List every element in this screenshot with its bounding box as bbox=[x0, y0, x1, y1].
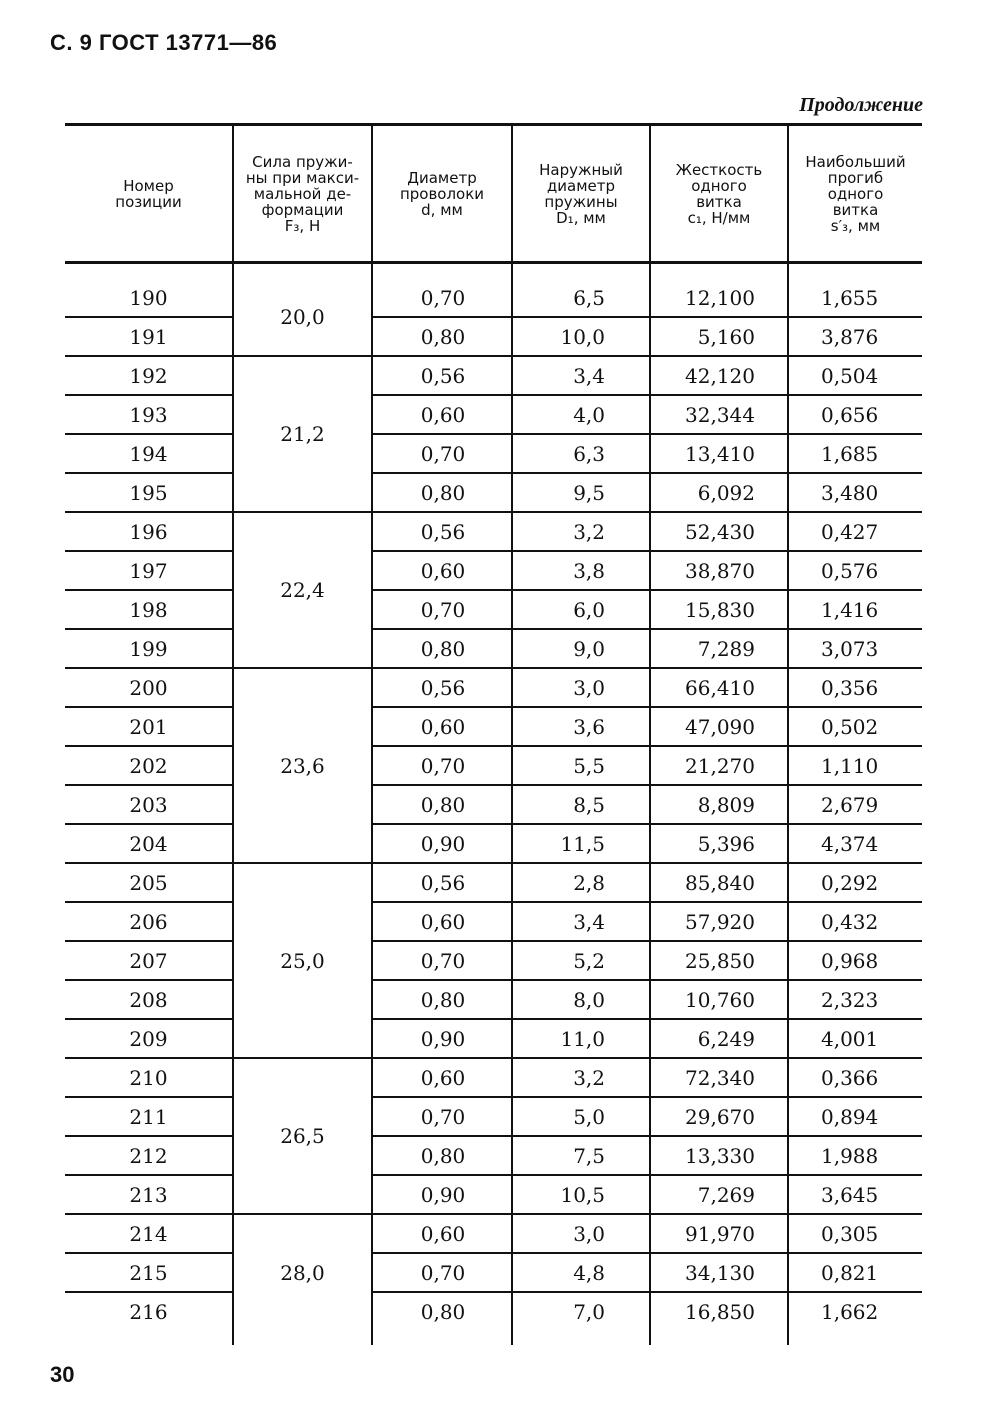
table-row bbox=[65, 1136, 922, 1175]
stiffness-cell: 13,330 bbox=[685, 1143, 755, 1168]
force-group-cell: 23,6 bbox=[280, 753, 325, 778]
deflection-cell: 0,305 bbox=[821, 1221, 879, 1246]
column-divider bbox=[232, 264, 234, 1345]
outer-diameter-cell: 3,6 bbox=[573, 714, 605, 739]
stiffness-cell: 5,160 bbox=[697, 324, 755, 349]
deflection-cell: 2,679 bbox=[821, 792, 879, 817]
wire-diameter-cell: 0,70 bbox=[420, 1260, 466, 1285]
table-row bbox=[65, 395, 922, 434]
deflection-cell: 0,656 bbox=[821, 402, 879, 427]
position-number-cell: 215 bbox=[129, 1260, 168, 1285]
page-header: С. 9 ГОСТ 13771—86 bbox=[50, 30, 278, 55]
wire-diameter-cell: 0,70 bbox=[420, 1104, 466, 1129]
stiffness-cell: 25,850 bbox=[685, 948, 755, 973]
table-header bbox=[65, 126, 922, 261]
wire-diameter-cell: 0,90 bbox=[420, 1182, 466, 1207]
stiffness-cell: 7,269 bbox=[697, 1182, 755, 1207]
table-row bbox=[65, 668, 922, 707]
deflection-cell: 4,374 bbox=[821, 831, 879, 856]
wire-diameter-cell: 0,80 bbox=[420, 636, 466, 661]
header-divider bbox=[371, 126, 373, 261]
outer-diameter-cell: 3,4 bbox=[573, 363, 605, 388]
deflection-cell: 3,480 bbox=[821, 480, 879, 505]
outer-diameter-cell: 7,5 bbox=[573, 1143, 605, 1168]
wire-diameter-cell: 0,60 bbox=[420, 558, 466, 583]
outer-diameter-cell: 8,5 bbox=[573, 792, 605, 817]
table-row bbox=[65, 1058, 922, 1097]
table-row bbox=[65, 980, 922, 1019]
wire-diameter-cell: 0,70 bbox=[420, 597, 466, 622]
deflection-cell: 0,504 bbox=[821, 363, 879, 388]
deflection-cell: 1,655 bbox=[821, 285, 879, 310]
stiffness-cell: 85,840 bbox=[685, 870, 755, 895]
position-number-cell: 207 bbox=[129, 948, 168, 973]
stiffness-cell: 72,340 bbox=[685, 1065, 755, 1090]
position-number-cell: 209 bbox=[129, 1026, 168, 1051]
wire-diameter-cell: 0,70 bbox=[420, 753, 466, 778]
force-group-cell: 20,0 bbox=[280, 305, 325, 329]
outer-diameter-cell: 3,2 bbox=[573, 519, 605, 544]
position-number-cell: 202 bbox=[129, 753, 168, 778]
table-row bbox=[65, 1097, 922, 1136]
deflection-cell: 0,292 bbox=[821, 870, 879, 895]
stiffness-cell: 21,270 bbox=[685, 753, 755, 778]
wire-diameter-cell: 0,70 bbox=[420, 441, 466, 466]
column-divider bbox=[649, 264, 651, 1345]
column-divider bbox=[371, 264, 373, 1345]
position-number-cell: 212 bbox=[129, 1143, 168, 1168]
position-number-cell: 192 bbox=[129, 363, 168, 388]
table-body bbox=[65, 264, 922, 1345]
outer-diameter-cell: 4,8 bbox=[573, 1260, 605, 1285]
wire-diameter-cell: 0,56 bbox=[420, 675, 466, 700]
table-row bbox=[65, 863, 922, 902]
wire-diameter-cell: 0,80 bbox=[420, 1299, 466, 1324]
header-divider bbox=[232, 126, 234, 261]
stiffness-cell: 15,830 bbox=[685, 597, 755, 622]
wire-diameter-cell: 0,80 bbox=[420, 792, 466, 817]
stiffness-cell: 6,249 bbox=[697, 1026, 755, 1051]
wire-diameter-cell: 0,90 bbox=[420, 1026, 466, 1051]
outer-diameter-cell: 9,5 bbox=[573, 480, 605, 505]
stiffness-cell: 13,410 bbox=[685, 441, 755, 466]
wire-diameter-cell: 0,90 bbox=[420, 831, 466, 856]
deflection-cell: 1,416 bbox=[821, 597, 879, 622]
position-number-cell: 197 bbox=[129, 558, 168, 583]
position-number-cell: 204 bbox=[129, 831, 168, 856]
deflection-cell: 1,662 bbox=[821, 1299, 879, 1324]
outer-diameter-cell: 2,8 bbox=[573, 870, 605, 895]
deflection-cell: 0,432 bbox=[821, 909, 879, 934]
position-number-cell: 196 bbox=[129, 519, 168, 544]
header-divider bbox=[787, 126, 789, 261]
outer-diameter-cell: 11,5 bbox=[560, 831, 605, 856]
deflection-cell: 4,001 bbox=[821, 1026, 879, 1051]
stiffness-cell: 5,396 bbox=[697, 831, 755, 856]
wire-diameter-cell: 0,60 bbox=[420, 909, 466, 934]
stiffness-cell: 32,344 bbox=[685, 402, 755, 427]
wire-diameter-cell: 0,60 bbox=[420, 714, 466, 739]
table-row bbox=[65, 434, 922, 473]
column-header-stiffness: Жесткость одного витка c₁, Н/мм bbox=[675, 160, 763, 227]
position-number-cell: 208 bbox=[129, 987, 168, 1012]
position-number-cell: 214 bbox=[129, 1221, 168, 1246]
outer-diameter-cell: 3,4 bbox=[573, 909, 605, 934]
column-header-outer-diameter: Наружный диаметр пружины D₁, мм bbox=[539, 160, 623, 227]
deflection-cell: 3,073 bbox=[821, 636, 879, 661]
table-row bbox=[65, 473, 922, 512]
deflection-cell: 0,366 bbox=[821, 1065, 879, 1090]
outer-diameter-cell: 5,0 bbox=[573, 1104, 605, 1129]
wire-diameter-cell: 0,56 bbox=[420, 363, 466, 388]
position-number-cell: 216 bbox=[129, 1299, 168, 1324]
table-row bbox=[65, 1019, 922, 1058]
spring-data-table bbox=[65, 123, 922, 1345]
deflection-cell: 0,502 bbox=[821, 714, 879, 739]
page-number: 30 bbox=[50, 1362, 75, 1387]
force-group-cell: 26,5 bbox=[280, 1124, 325, 1148]
deflection-cell: 3,876 bbox=[821, 324, 879, 349]
stiffness-cell: 52,430 bbox=[685, 519, 755, 544]
column-header-wire-diameter: Диаметр проволоки d, мм bbox=[399, 168, 485, 219]
position-number-cell: 210 bbox=[129, 1065, 168, 1090]
table-row bbox=[65, 707, 922, 746]
stiffness-cell: 8,809 bbox=[697, 792, 755, 817]
position-number-cell: 194 bbox=[129, 441, 168, 466]
outer-diameter-cell: 7,0 bbox=[573, 1299, 605, 1324]
stiffness-cell: 66,410 bbox=[685, 675, 755, 700]
force-group-cell: 25,0 bbox=[280, 948, 325, 973]
outer-diameter-cell: 3,0 bbox=[573, 675, 605, 700]
wire-diameter-cell: 0,60 bbox=[420, 402, 466, 427]
column-divider bbox=[787, 264, 789, 1345]
deflection-cell: 0,356 bbox=[821, 675, 879, 700]
position-number-cell: 200 bbox=[129, 675, 168, 700]
force-group-cell: 21,2 bbox=[280, 422, 325, 446]
deflection-cell: 1,988 bbox=[821, 1143, 879, 1168]
position-number-cell: 198 bbox=[129, 597, 168, 622]
outer-diameter-cell: 9,0 bbox=[573, 636, 605, 661]
wire-diameter-cell: 0,80 bbox=[420, 324, 466, 349]
stiffness-cell: 91,970 bbox=[685, 1221, 755, 1246]
outer-diameter-cell: 6,0 bbox=[573, 597, 605, 622]
outer-diameter-cell: 3,2 bbox=[573, 1065, 605, 1090]
table-row bbox=[65, 902, 922, 941]
table-row bbox=[65, 356, 922, 395]
table-row bbox=[65, 629, 922, 668]
wire-diameter-cell: 0,80 bbox=[420, 480, 466, 505]
deflection-cell: 0,576 bbox=[821, 558, 879, 583]
wire-diameter-cell: 0,56 bbox=[420, 519, 466, 544]
header-divider bbox=[649, 126, 651, 261]
table-row bbox=[65, 824, 922, 863]
stiffness-cell: 47,090 bbox=[685, 714, 755, 739]
force-group-cell: 28,0 bbox=[280, 1260, 325, 1285]
stiffness-cell: 6,092 bbox=[697, 480, 755, 505]
outer-diameter-cell: 10,5 bbox=[560, 1182, 605, 1207]
outer-diameter-cell: 10,0 bbox=[560, 324, 605, 349]
stiffness-cell: 29,670 bbox=[685, 1104, 755, 1129]
deflection-cell: 2,323 bbox=[821, 987, 879, 1012]
position-number-cell: 193 bbox=[129, 402, 168, 427]
position-number-cell: 191 bbox=[129, 324, 168, 349]
outer-diameter-cell: 4,0 bbox=[573, 402, 605, 427]
deflection-cell: 0,968 bbox=[821, 948, 879, 973]
table-row bbox=[65, 746, 922, 785]
outer-diameter-cell: 5,2 bbox=[573, 948, 605, 973]
outer-diameter-cell: 5,5 bbox=[573, 753, 605, 778]
deflection-cell: 3,645 bbox=[821, 1182, 879, 1207]
stiffness-cell: 34,130 bbox=[685, 1260, 755, 1285]
position-number-cell: 190 bbox=[129, 285, 168, 310]
table-row bbox=[65, 1253, 922, 1292]
wire-diameter-cell: 0,60 bbox=[420, 1065, 466, 1090]
table-row bbox=[65, 1214, 922, 1253]
table-row bbox=[65, 278, 922, 317]
outer-diameter-cell: 6,5 bbox=[573, 285, 605, 310]
stiffness-cell: 57,920 bbox=[685, 909, 755, 934]
table-row bbox=[65, 590, 922, 629]
wire-diameter-cell: 0,70 bbox=[420, 285, 466, 310]
stiffness-cell: 38,870 bbox=[685, 558, 755, 583]
wire-diameter-cell: 0,80 bbox=[420, 987, 466, 1012]
position-number-cell: 206 bbox=[129, 909, 168, 934]
table-row bbox=[65, 1175, 922, 1214]
force-group-cell: 22,4 bbox=[280, 578, 325, 602]
position-number-cell: 213 bbox=[129, 1182, 168, 1207]
wire-diameter-cell: 0,60 bbox=[420, 1221, 466, 1246]
outer-diameter-cell: 6,3 bbox=[573, 441, 605, 466]
deflection-cell: 0,894 bbox=[821, 1104, 879, 1129]
table-row bbox=[65, 1292, 922, 1331]
table-row bbox=[65, 785, 922, 824]
stiffness-cell: 42,120 bbox=[685, 363, 755, 388]
wire-diameter-cell: 0,80 bbox=[420, 1143, 466, 1168]
header-divider bbox=[511, 126, 513, 261]
deflection-cell: 1,110 bbox=[821, 753, 879, 778]
table-row bbox=[65, 941, 922, 980]
stiffness-cell: 10,760 bbox=[685, 987, 755, 1012]
position-number-cell: 201 bbox=[129, 714, 168, 739]
position-number-cell: 203 bbox=[129, 792, 168, 817]
deflection-cell: 0,821 bbox=[821, 1260, 879, 1285]
column-divider bbox=[511, 264, 513, 1345]
stiffness-cell: 12,100 bbox=[685, 285, 755, 310]
deflection-cell: 0,427 bbox=[821, 519, 879, 544]
outer-diameter-cell: 11,0 bbox=[560, 1026, 605, 1051]
outer-diameter-cell: 3,0 bbox=[573, 1221, 605, 1246]
column-header-position: Номер позиции bbox=[115, 176, 182, 211]
column-header-deflection: Наибольший прогиб одного витка s′₃, мм bbox=[805, 152, 906, 235]
continuation-label: Продолжение bbox=[799, 94, 923, 116]
stiffness-cell: 16,850 bbox=[685, 1299, 755, 1324]
outer-diameter-cell: 3,8 bbox=[573, 558, 605, 583]
stiffness-cell: 7,289 bbox=[697, 636, 755, 661]
deflection-cell: 1,685 bbox=[821, 441, 879, 466]
table-row bbox=[65, 317, 922, 356]
position-number-cell: 195 bbox=[129, 480, 168, 505]
column-header-force: Сила пружи- ны при макси- мальной де- формации F₃, Н bbox=[245, 152, 360, 235]
wire-diameter-cell: 0,56 bbox=[420, 870, 466, 895]
position-number-cell: 205 bbox=[129, 870, 168, 895]
outer-diameter-cell: 8,0 bbox=[573, 987, 605, 1012]
position-number-cell: 211 bbox=[129, 1104, 168, 1129]
table-row bbox=[65, 512, 922, 551]
position-number-cell: 199 bbox=[129, 636, 168, 661]
wire-diameter-cell: 0,70 bbox=[420, 948, 466, 973]
table-row bbox=[65, 551, 922, 590]
